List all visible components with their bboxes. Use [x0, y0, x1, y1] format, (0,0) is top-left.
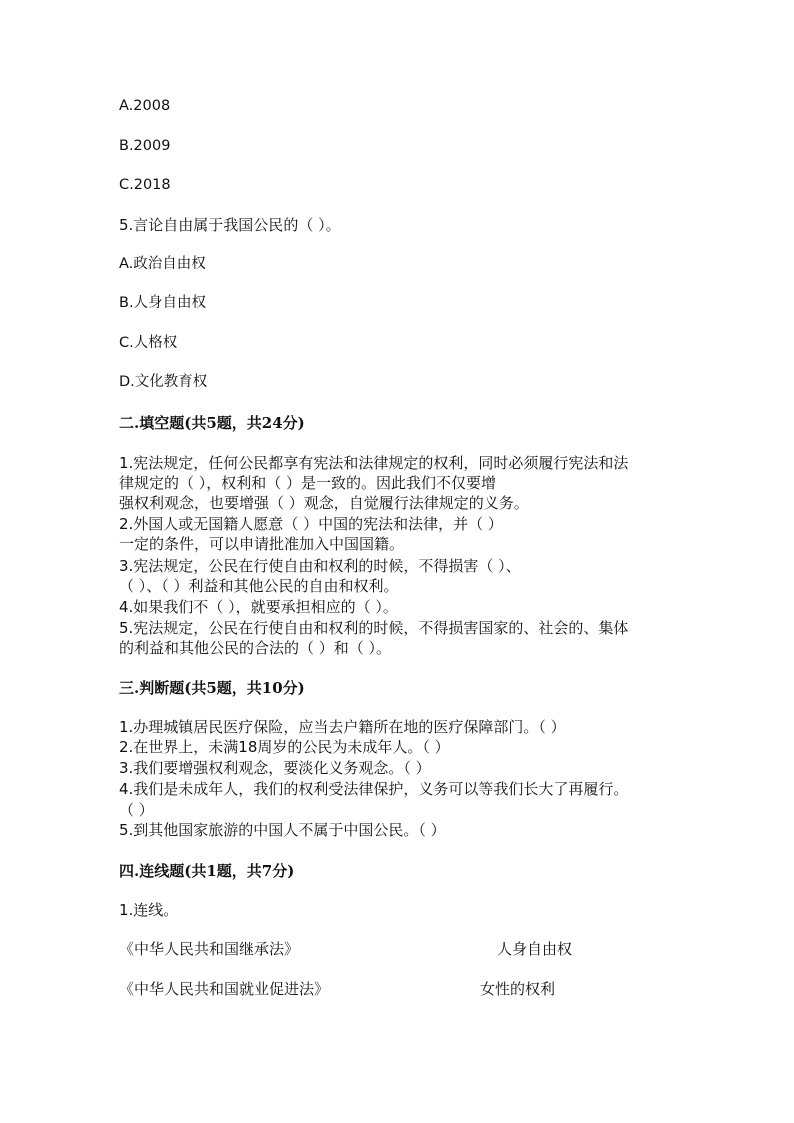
section2-line: 2.外国人或无国籍人愿意（ ）中国的宪法和法律，并（ ） [119, 515, 503, 533]
section2-line: 一定的条件，可以申请批准加入中国国籍。 [119, 535, 405, 553]
q5-stem: 5.言论自由属于我国公民的（ ）。 [119, 216, 341, 234]
section3-line: 4.我们是未成年人，我们的权利受法律保护，义务可以等我们长大了再履行。 [119, 780, 629, 798]
section2-line: 3.宪法规定，公民在行使自由和权利的时候，不得损害（ ）、 [119, 557, 521, 575]
match-right-item: 人身自由权 [497, 940, 573, 958]
match-left-item: 《中华人民共和国继承法》 [119, 940, 300, 958]
section3-line: 3.我们要增强权利观念，要淡化义务观念。（ ） [119, 759, 431, 777]
match-left-item: 《中华人民共和国就业促进法》 [119, 980, 330, 998]
section3-heading: 三.判断题(共5题，共10分) [119, 679, 305, 697]
section3-line: 1.办理城镇居民医疗保险，应当去户籍所在地的医疗保障部门。（ ） [119, 718, 566, 736]
q5-option-d: D.文化教育权 [119, 374, 208, 390]
q5-option-c: C.人格权 [119, 335, 178, 351]
section3-line: （ ） [119, 801, 154, 819]
section4-heading: 四.连线题(共1题，共7分) [119, 862, 295, 880]
q4-option-b: B.2009 [119, 138, 171, 154]
section2-line: 1.宪法规定，任何公民都享有宪法和法律规定的权利，同时必须履行宪法和法 [119, 454, 629, 472]
section3-line: 5.到其他国家旅游的中国人不属于中国公民。（ ） [119, 821, 446, 839]
section2-line: 律规定的（ ），权利和（ ）是一致的。因此我们不仅要增 [119, 474, 497, 492]
q5-option-b: B.人身自由权 [119, 295, 207, 311]
q4-option-a: A.2008 [119, 98, 171, 114]
section2-line: （ ）、（ ）利益和其他公民的自由和权利。 [119, 577, 399, 595]
section4-question: 1.连线。 [119, 901, 179, 919]
section2-line: 5.宪法规定，公民在行使自由和权利的时候，不得损害国家的、社会的、集体 [119, 619, 629, 637]
section2-line: 4.如果我们不（ ），就要承担相应的（ ）。 [119, 598, 398, 616]
q5-option-a: A.政治自由权 [119, 256, 206, 272]
section2-line: 的利益和其他公民的合法的（ ）和（ ）。 [119, 639, 392, 657]
q4-option-c: C.2018 [119, 177, 171, 193]
match-right-item: 女性的权利 [480, 980, 556, 998]
section2-heading: 二.填空题(共5题，共24分) [119, 414, 305, 432]
section3-line: 2.在世界上，未满18周岁的公民为未成年人。（ ） [119, 738, 450, 756]
section2-line: 强权利观念，也要增强（ ）观念，自觉履行法律规定的义务。 [119, 494, 529, 512]
